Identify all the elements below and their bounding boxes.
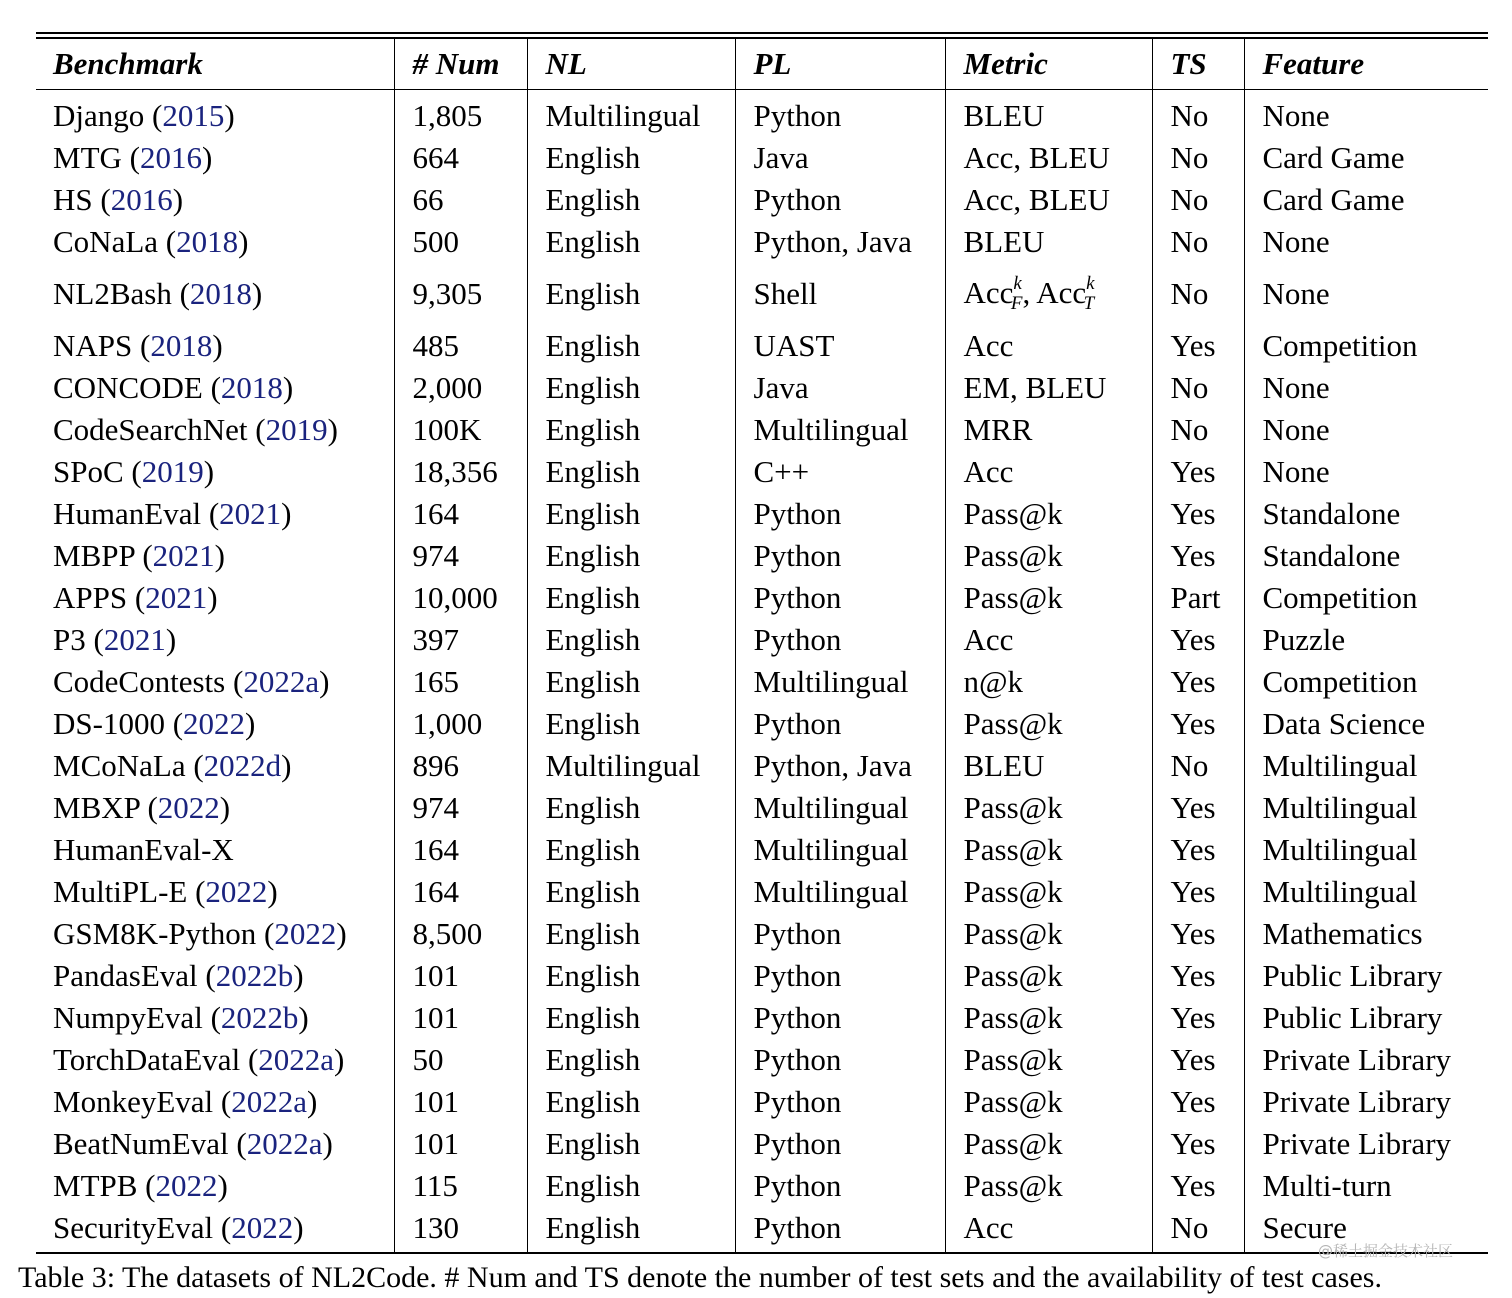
cell-num: 896: [394, 745, 527, 787]
cell-ts: No: [1152, 137, 1244, 179]
cell-ts: Yes: [1152, 1081, 1244, 1123]
benchmark-name: MTG: [53, 140, 122, 175]
cell-pl: Python: [735, 913, 945, 955]
cell-feature: Multilingual: [1244, 745, 1488, 787]
header-num: # Num: [394, 38, 527, 90]
cell-metric: Acc: [945, 619, 1152, 661]
cell-pl: Python: [735, 703, 945, 745]
cell-ts: Yes: [1152, 871, 1244, 913]
cell-ts: No: [1152, 367, 1244, 409]
cell-num: 66: [394, 179, 527, 221]
cell-ts: Yes: [1152, 451, 1244, 493]
table-row: [36, 263, 1488, 325]
cell-feature: Data Science: [1244, 703, 1488, 745]
cell-feature: None: [1244, 263, 1488, 325]
metric-sup-k: k: [1013, 273, 1022, 294]
cell-metric: BLEU: [945, 90, 1152, 138]
citation-link[interactable]: 2016: [139, 140, 202, 175]
table-row: [36, 787, 1488, 829]
cell-nl: English: [527, 997, 735, 1039]
citation-link[interactable]: 2022a: [258, 1042, 335, 1077]
cell-benchmark: MTPB (2022): [53, 1168, 228, 1203]
cell-pl: Python: [735, 535, 945, 577]
cell-ts: Yes: [1152, 787, 1244, 829]
table-row: [36, 1165, 1488, 1207]
benchmark-name: SPoC: [53, 454, 124, 489]
benchmark-name: P3: [53, 622, 86, 657]
cell-num: 164: [394, 493, 527, 535]
cell-metric: Acc, BLEU: [945, 179, 1152, 221]
datasets-table-container: [36, 32, 1488, 1254]
cell-ts: No: [1152, 179, 1244, 221]
header-ts: TS: [1152, 38, 1244, 90]
metric-sub-t: T: [1083, 293, 1095, 314]
table-caption: Table 3: The datasets of NL2Code. # Num and TS denote the number of test sets and the availability of test cases.: [18, 1261, 1382, 1294]
cell-feature: Competition: [1244, 577, 1488, 619]
benchmark-name: NumpyEval: [53, 1000, 203, 1035]
table-row: [36, 137, 1488, 179]
benchmark-name: SecurityEval: [53, 1210, 214, 1245]
cell-ts: Yes: [1152, 955, 1244, 997]
citation-link[interactable]: 2022d: [203, 748, 282, 783]
cell-metric: Pass@k: [945, 955, 1152, 997]
cell-pl: Multilingual: [735, 409, 945, 451]
cell-benchmark: MultiPL-E (2022): [53, 874, 278, 909]
cell-feature: Multilingual: [1244, 871, 1488, 913]
table-row: [36, 913, 1488, 955]
cell-num: 164: [394, 871, 527, 913]
table-row: [36, 955, 1488, 997]
cell-nl: English: [527, 137, 735, 179]
benchmark-name: MultiPL-E: [53, 874, 188, 909]
table-row: [36, 1123, 1488, 1165]
cell-nl: English: [527, 829, 735, 871]
cell-pl: Python: [735, 955, 945, 997]
citation-link[interactable]: 2021: [152, 538, 215, 573]
cell-benchmark: CodeContests (2022a): [53, 664, 330, 699]
cell-nl: Multilingual: [527, 90, 735, 138]
cell-num: 101: [394, 955, 527, 997]
cell-ts: Yes: [1152, 619, 1244, 661]
cell-pl: Python: [735, 1123, 945, 1165]
benchmark-name: CoNaLa: [53, 224, 159, 259]
cell-metric: Pass@k: [945, 871, 1152, 913]
cell-benchmark: DS-1000 (2022): [53, 706, 256, 741]
header-metric: Metric: [945, 38, 1152, 90]
cell-num: 50: [394, 1039, 527, 1081]
citation-link[interactable]: 2022: [231, 1210, 294, 1245]
benchmark-name: APPS: [53, 580, 128, 615]
benchmark-name: NL2Bash: [53, 276, 172, 311]
cell-benchmark: MBPP (2021): [53, 538, 225, 573]
citation-link[interactable]: 2022b: [215, 958, 294, 993]
cell-nl: English: [527, 577, 735, 619]
cell-metric: Pass@k: [945, 997, 1152, 1039]
table-body: [36, 90, 1488, 1254]
citation-link[interactable]: 2018: [220, 370, 283, 405]
benchmark-name: MTPB: [53, 1168, 138, 1203]
table-row: [36, 1081, 1488, 1123]
benchmark-name: MBXP: [53, 790, 140, 825]
cell-benchmark: CodeSearchNet (2019): [53, 412, 338, 447]
cell-ts: Part: [1152, 577, 1244, 619]
citation-link[interactable]: 2021: [103, 622, 166, 657]
benchmark-name: CodeContests: [53, 664, 226, 699]
table-row: [36, 871, 1488, 913]
benchmark-name: HumanEval-X: [53, 832, 234, 867]
cell-nl: English: [527, 493, 735, 535]
cell-num: 974: [394, 535, 527, 577]
cell-pl: Multilingual: [735, 661, 945, 703]
benchmark-name: Django: [53, 98, 145, 133]
watermark: @稀土掘金技术社区: [1318, 1242, 1454, 1260]
cell-feature: None: [1244, 90, 1488, 138]
cell-num: 9,305: [394, 263, 527, 325]
cell-nl: English: [527, 1081, 735, 1123]
table-header-row: [36, 38, 1488, 90]
citation-link[interactable]: 2015: [162, 98, 225, 133]
table-row: [36, 535, 1488, 577]
cell-benchmark: [36, 829, 394, 871]
cell-benchmark: HS (2016): [53, 182, 184, 217]
cell-metric: Acc: [945, 451, 1152, 493]
cell-num: 130: [394, 1207, 527, 1253]
header-benchmark: Benchmark: [36, 38, 394, 90]
header-nl: NL: [527, 38, 735, 90]
cell-num: 10,000: [394, 577, 527, 619]
cell-feature: Multilingual: [1244, 787, 1488, 829]
cell-metric: Pass@k: [945, 1123, 1152, 1165]
cell-metric: Pass@k: [945, 829, 1152, 871]
cell-num: 101: [394, 1123, 527, 1165]
metric-sup-k: k: [1086, 273, 1095, 294]
cell-ts: Yes: [1152, 535, 1244, 577]
cell-metric: Pass@k: [945, 493, 1152, 535]
table-row: [36, 661, 1488, 703]
cell-metric: BLEU: [945, 745, 1152, 787]
cell-benchmark: NL2Bash (2018): [53, 276, 263, 311]
citation-link[interactable]: 2018: [189, 276, 252, 311]
cell-num: 101: [394, 997, 527, 1039]
cell-benchmark: PandasEval (2022b): [53, 958, 304, 993]
table-row: [36, 90, 1488, 138]
citation-link[interactable]: 2022: [274, 916, 337, 951]
benchmark-name: GSM8K-Python: [53, 916, 257, 951]
citation-link[interactable]: 2022: [183, 706, 246, 741]
cell-metric: MRR: [945, 409, 1152, 451]
cell-num: 974: [394, 787, 527, 829]
benchmark-name: MBPP: [53, 538, 135, 573]
cell-feature: None: [1244, 451, 1488, 493]
cell-nl: English: [527, 787, 735, 829]
metric-acc-t: Acc: [1036, 275, 1087, 310]
benchmark-name: HumanEval: [53, 496, 202, 531]
cell-ts: No: [1152, 745, 1244, 787]
cell-ts: Yes: [1152, 325, 1244, 367]
cell-num: 165: [394, 661, 527, 703]
table-row: [36, 619, 1488, 661]
cell-pl: Python: [735, 1165, 945, 1207]
cell-ts: Yes: [1152, 913, 1244, 955]
cell-num: 101: [394, 1081, 527, 1123]
cell-nl: English: [527, 451, 735, 493]
cell-nl: English: [527, 221, 735, 263]
citation-link[interactable]: 2018: [150, 328, 213, 363]
cell-metric: Pass@k: [945, 535, 1152, 577]
cell-num: 2,000: [394, 367, 527, 409]
citation-link[interactable]: 2022a: [231, 1084, 307, 1119]
cell-metric: EM, BLEU: [945, 367, 1152, 409]
cell-feature: Private Library: [1244, 1039, 1488, 1081]
cell-num: 500: [394, 221, 527, 263]
table-row: [36, 1207, 1488, 1253]
cell-ts: Yes: [1152, 829, 1244, 871]
cell-benchmark: HumanEval (2021): [53, 496, 292, 531]
cell-nl: English: [527, 179, 735, 221]
cell-metric: Pass@k: [945, 787, 1152, 829]
citation-link[interactable]: 2019: [141, 454, 204, 489]
cell-metric: Pass@k: [945, 1165, 1152, 1207]
cell-feature: Multi-turn: [1244, 1165, 1488, 1207]
cell-benchmark: MCoNaLa (2022d): [53, 748, 292, 783]
cell-nl: English: [527, 703, 735, 745]
citation-link[interactable]: 2018: [176, 224, 239, 259]
cell-pl: Python: [735, 493, 945, 535]
cell-pl: Java: [735, 137, 945, 179]
cell-pl: Python: [735, 179, 945, 221]
cell-benchmark: SecurityEval (2022): [53, 1210, 304, 1245]
cell-metric: Acc, BLEU: [945, 137, 1152, 179]
cell-nl: English: [527, 535, 735, 577]
citation-link[interactable]: 2016: [110, 182, 173, 217]
cell-pl: Python, Java: [735, 745, 945, 787]
benchmark-name: CodeSearchNet: [53, 412, 248, 447]
cell-metric: Pass@k: [945, 1081, 1152, 1123]
cell-metric: Pass@k: [945, 913, 1152, 955]
table-row: [36, 451, 1488, 493]
cell-metric: Acc: [945, 325, 1152, 367]
cell-feature: Multilingual: [1244, 829, 1488, 871]
cell-num: 164: [394, 829, 527, 871]
metric-separator: ,: [1022, 275, 1037, 310]
table-row: [36, 997, 1488, 1039]
cell-num: 664: [394, 137, 527, 179]
cell-feature: Secure: [1244, 1207, 1488, 1253]
cell-metric: Pass@k: [945, 703, 1152, 745]
table-row: [36, 325, 1488, 367]
benchmark-name: MCoNaLa: [53, 748, 186, 783]
cell-feature: Standalone: [1244, 535, 1488, 577]
benchmark-name: DS-1000: [53, 706, 165, 741]
citation-link[interactable]: 2019: [265, 412, 328, 447]
cell-benchmark: TorchDataEval (2022a): [53, 1042, 345, 1077]
cell-num: 485: [394, 325, 527, 367]
cell-pl: UAST: [735, 325, 945, 367]
cell-pl: Shell: [735, 263, 945, 325]
metric-sub-f: F: [1010, 293, 1023, 314]
cell-pl: Python, Java: [735, 221, 945, 263]
cell-metric: Acc: [945, 1207, 1152, 1253]
table-row: [36, 577, 1488, 619]
cell-benchmark: MTG (2016): [53, 140, 213, 175]
citation-link[interactable]: 2022: [155, 1168, 218, 1203]
cell-benchmark: P3 (2021): [53, 622, 177, 657]
table-row: [36, 1039, 1488, 1081]
table-row: [36, 745, 1488, 787]
table-top-rule: [36, 32, 1488, 34]
cell-ts: No: [1152, 1207, 1244, 1253]
cell-benchmark: SPoC (2019): [53, 454, 215, 489]
table-row: [36, 829, 1488, 871]
citation-link[interactable]: 2021: [219, 496, 282, 531]
cell-benchmark: MBXP (2022): [53, 790, 231, 825]
cell-nl: Multilingual: [527, 745, 735, 787]
cell-num: 1,000: [394, 703, 527, 745]
cell-pl: Python: [735, 90, 945, 138]
cell-benchmark: Django (2015): [53, 98, 235, 133]
cell-pl: Python: [735, 1207, 945, 1253]
cell-feature: Mathematics: [1244, 913, 1488, 955]
citation-link[interactable]: 2022a: [243, 664, 320, 699]
citation-link[interactable]: 2021: [145, 580, 208, 615]
benchmark-name: PandasEval: [53, 958, 198, 993]
cell-feature: None: [1244, 221, 1488, 263]
cell-benchmark: NAPS (2018): [53, 328, 223, 363]
table-row: [36, 409, 1488, 451]
cell-ts: Yes: [1152, 1165, 1244, 1207]
benchmark-name: NAPS: [53, 328, 133, 363]
cell-pl: Python: [735, 619, 945, 661]
cell-nl: English: [527, 619, 735, 661]
cell-pl: C++: [735, 451, 945, 493]
cell-nl: English: [527, 367, 735, 409]
cell-nl: English: [527, 263, 735, 325]
cell-benchmark: GSM8K-Python (2022): [53, 916, 347, 951]
cell-ts: Yes: [1152, 661, 1244, 703]
cell-nl: English: [527, 409, 735, 451]
cell-ts: Yes: [1152, 997, 1244, 1039]
citation-link[interactable]: 2022: [205, 874, 268, 909]
cell-feature: Private Library: [1244, 1123, 1488, 1165]
cell-feature: Public Library: [1244, 997, 1488, 1039]
cell-pl: Python: [735, 997, 945, 1039]
table-row: [36, 703, 1488, 745]
benchmark-name: BeatNumEval: [53, 1126, 229, 1161]
cell-feature: Puzzle: [1244, 619, 1488, 661]
cell-nl: English: [527, 1039, 735, 1081]
cell-nl: English: [527, 1123, 735, 1165]
table-row: [36, 493, 1488, 535]
cell-num: 115: [394, 1165, 527, 1207]
header-pl: PL: [735, 38, 945, 90]
cell-pl: Python: [735, 577, 945, 619]
cell-benchmark: APPS (2021): [53, 580, 218, 615]
cell-metric: [945, 263, 1152, 325]
cell-ts: Yes: [1152, 1039, 1244, 1081]
cell-feature: Card Game: [1244, 137, 1488, 179]
benchmark-name: HS: [53, 182, 93, 217]
cell-feature: Standalone: [1244, 493, 1488, 535]
table-row: [36, 179, 1488, 221]
metric-acc-f: Acc: [963, 275, 1014, 310]
cell-pl: Multilingual: [735, 829, 945, 871]
cell-pl: Python: [735, 1081, 945, 1123]
cell-ts: No: [1152, 263, 1244, 325]
citation-link[interactable]: 2022: [157, 790, 220, 825]
benchmark-name: CONCODE: [53, 370, 203, 405]
cell-nl: English: [527, 1207, 735, 1253]
header-feature: Feature: [1244, 38, 1488, 90]
cell-feature: Public Library: [1244, 955, 1488, 997]
table-row: [36, 367, 1488, 409]
cell-benchmark: NumpyEval (2022b): [53, 1000, 309, 1035]
cell-ts: No: [1152, 90, 1244, 138]
cell-num: 1,805: [394, 90, 527, 138]
cell-metric: n@k: [945, 661, 1152, 703]
cell-feature: None: [1244, 367, 1488, 409]
cell-feature: Card Game: [1244, 179, 1488, 221]
cell-metric: Pass@k: [945, 577, 1152, 619]
cell-feature: Competition: [1244, 661, 1488, 703]
cell-ts: Yes: [1152, 493, 1244, 535]
datasets-table: [36, 37, 1488, 1254]
cell-benchmark: CoNaLa (2018): [53, 224, 249, 259]
cell-ts: Yes: [1152, 703, 1244, 745]
cell-num: 18,356: [394, 451, 527, 493]
cell-benchmark: BeatNumEval (2022a): [53, 1126, 333, 1161]
cell-nl: English: [527, 955, 735, 997]
cell-metric: Pass@k: [945, 1039, 1152, 1081]
cell-nl: English: [527, 1165, 735, 1207]
citation-link[interactable]: 2022b: [220, 1000, 299, 1035]
cell-num: 100K: [394, 409, 527, 451]
cell-ts: Yes: [1152, 1123, 1244, 1165]
cell-benchmark: CONCODE (2018): [53, 370, 294, 405]
cell-metric: BLEU: [945, 221, 1152, 263]
cell-benchmark: MonkeyEval (2022a): [53, 1084, 318, 1119]
cell-nl: English: [527, 325, 735, 367]
cell-ts: No: [1152, 409, 1244, 451]
cell-pl: Java: [735, 367, 945, 409]
cell-pl: Multilingual: [735, 787, 945, 829]
cell-nl: English: [527, 913, 735, 955]
cell-pl: Python: [735, 1039, 945, 1081]
benchmark-name: MonkeyEval: [53, 1084, 214, 1119]
cell-num: 8,500: [394, 913, 527, 955]
cell-nl: English: [527, 661, 735, 703]
citation-link[interactable]: 2022a: [246, 1126, 323, 1161]
cell-nl: English: [527, 871, 735, 913]
cell-ts: No: [1152, 221, 1244, 263]
cell-feature: Competition: [1244, 325, 1488, 367]
cell-feature: Private Library: [1244, 1081, 1488, 1123]
cell-feature: None: [1244, 409, 1488, 451]
benchmark-name: TorchDataEval: [53, 1042, 241, 1077]
cell-pl: Multilingual: [735, 871, 945, 913]
table-row: [36, 221, 1488, 263]
cell-num: 397: [394, 619, 527, 661]
